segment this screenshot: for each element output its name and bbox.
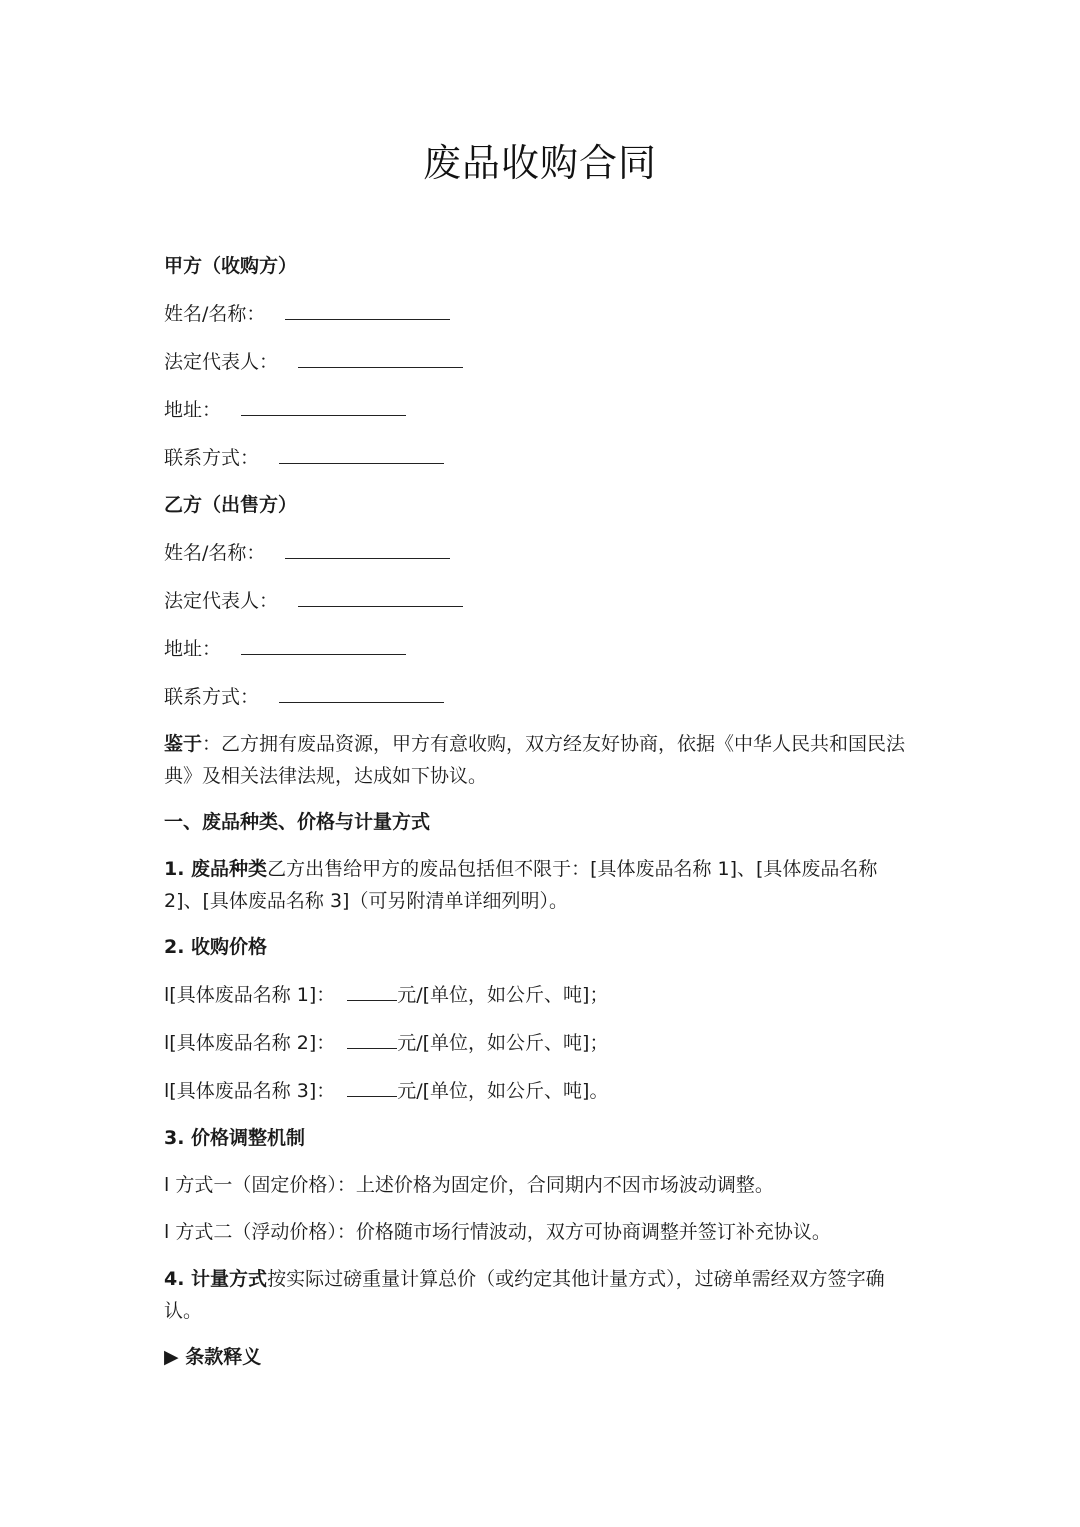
price-option-floating: l 方式二（浮动价格）：价格随市场行情波动，双方可协商调整并签订补充协议。 <box>164 1221 831 1243</box>
price-blank[interactable] <box>347 978 397 1001</box>
party-b-name-blank[interactable] <box>285 536 450 559</box>
field-label: 法定代表人： <box>164 351 279 373</box>
field-label: 联系方式： <box>164 447 260 469</box>
whereas-paragraph <box>164 728 916 792</box>
party-b-name-row <box>164 536 916 569</box>
field-label: 姓名/名称： <box>164 303 266 325</box>
field-label: 地址： <box>164 399 222 421</box>
party-a-name-blank[interactable] <box>285 297 450 320</box>
item-1-paragraph <box>164 853 916 917</box>
page-title: 废品收购合同 <box>422 141 657 185</box>
item-4-label: 4. 计量方式 <box>164 1268 268 1290</box>
party-a-contact-blank[interactable] <box>279 441 444 464</box>
section-1-heading: 一、废品种类、价格与计量方式 <box>164 811 431 833</box>
price-item-label: l[具体废品名称 1]： <box>164 984 336 1006</box>
field-label: 姓名/名称： <box>164 542 266 564</box>
party-a-name-row <box>164 297 916 330</box>
price-row <box>164 978 916 1011</box>
price-row <box>164 1074 916 1107</box>
price-option-fixed: l 方式一（固定价格）：上述价格为固定价，合同期内不因市场波动调整。 <box>164 1174 774 1196</box>
item-4-paragraph <box>164 1263 916 1327</box>
clause-explanation-toggle[interactable]: ▶ 条款释义 <box>164 1346 262 1368</box>
party-a-heading: 甲方（收购方） <box>164 255 298 277</box>
document-body <box>164 250 916 1388</box>
price-unit: 元/[单位，如公斤、吨]； <box>397 984 609 1006</box>
price-blank[interactable] <box>347 1074 397 1097</box>
price-item-label: l[具体废品名称 2]： <box>164 1032 336 1054</box>
price-unit: 元/[单位，如公斤、吨]； <box>397 1032 609 1054</box>
party-b-heading: 乙方（出售方） <box>164 494 298 516</box>
price-row <box>164 1026 916 1059</box>
item-2-label: 2. 收购价格 <box>164 936 268 958</box>
item-4-text: 按实际过磅重量计算总价（或约定其他计量方式），过磅单需经双方签字确认。 <box>164 1268 885 1322</box>
party-a-contact-row <box>164 441 916 474</box>
party-a-rep-blank[interactable] <box>298 345 463 368</box>
price-unit: 元/[单位，如公斤、吨]。 <box>397 1080 609 1102</box>
party-b-address-blank[interactable] <box>241 632 406 655</box>
whereas-label: 鉴于 <box>164 733 203 755</box>
item-1-label: 1. 废品种类 <box>164 858 268 880</box>
party-b-rep-blank[interactable] <box>298 584 463 607</box>
item-3-label: 3. 价格调整机制 <box>164 1127 306 1149</box>
field-label: 地址： <box>164 638 222 660</box>
party-a-address-row <box>164 393 916 426</box>
item-1-text: 乙方出售给甲方的废品包括但不限于：[具体废品名称 1]、[具体废品名称 2]、[具体废品名称 3]（可另附清单详细列明）。 <box>164 858 878 912</box>
price-blank[interactable] <box>347 1026 397 1049</box>
party-a-rep-row <box>164 345 916 378</box>
party-b-contact-row <box>164 680 916 713</box>
party-a-address-blank[interactable] <box>241 393 406 416</box>
party-b-rep-row <box>164 584 916 617</box>
party-b-contact-blank[interactable] <box>279 680 444 703</box>
field-label: 联系方式： <box>164 686 260 708</box>
party-b-address-row <box>164 632 916 665</box>
whereas-text: ：乙方拥有废品资源，甲方有意收购，双方经友好协商，依据《中华人民共和国民法典》及相关法律法规，达成如下协议。 <box>164 733 906 787</box>
field-label: 法定代表人： <box>164 590 279 612</box>
price-item-label: l[具体废品名称 3]： <box>164 1080 336 1102</box>
